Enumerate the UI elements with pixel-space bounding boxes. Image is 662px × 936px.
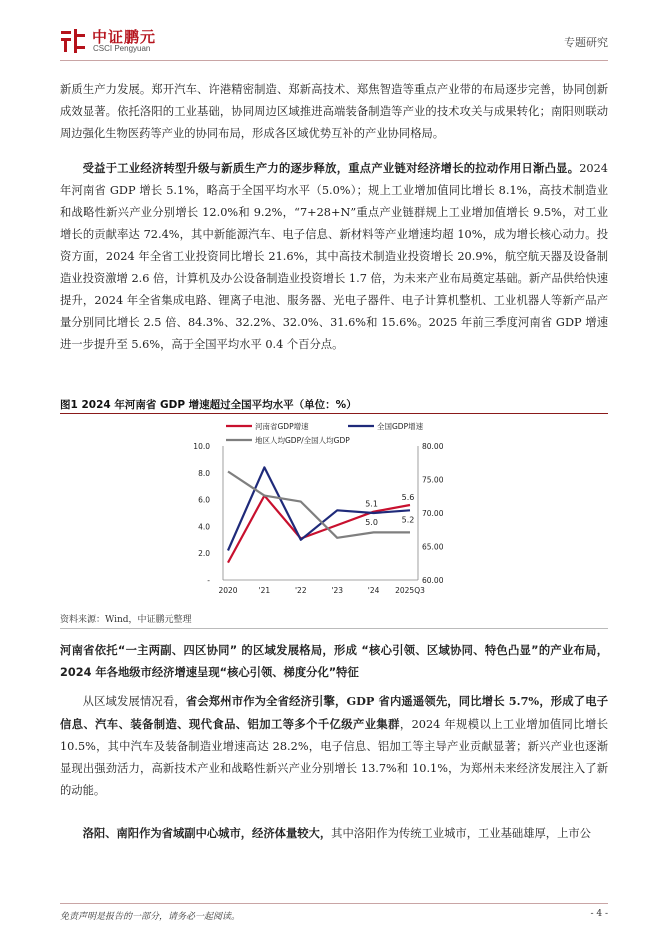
chart-legend bbox=[226, 421, 424, 445]
series-line-2 bbox=[228, 472, 410, 538]
x-tick-label: '22 bbox=[294, 586, 307, 595]
right-tick-label: 60.00 bbox=[422, 576, 444, 585]
left-tick-label: 2.0 bbox=[198, 549, 210, 559]
paragraph-1-text: 新质生产力发展。郑开汽车、许港精密制造、郑新高技术、郑焦智造等重点产业带的布局逐步完善，协同创新成效显著。依托洛阳的工业基础，协同周边区域推进高端装备制造等产业的技术攻关与成果转化；南阳则联动周边强化生物医药等产业的协同布局，形成各区域优势互补的产业协同格局。 bbox=[60, 83, 608, 140]
footer-disclaimer: 免责声明是报告的一部分，请务必一起阅读。 bbox=[60, 912, 241, 922]
gdp-growth-chart bbox=[160, 418, 480, 604]
right-tick-label: 70.00 bbox=[422, 509, 444, 518]
x-tick-label: '24 bbox=[367, 586, 380, 595]
figure-bottom-rule bbox=[60, 628, 608, 629]
right-tick-label: 75.00 bbox=[422, 475, 444, 485]
paragraph-1 bbox=[60, 79, 608, 145]
company-logo-icon bbox=[60, 28, 86, 54]
chart-svg bbox=[160, 418, 480, 604]
paragraph-2-text: 2024年河南省 GDP 增长 5.1%，略高于全国平均水平（5.0%）；规上工业增加值同比增长 8.1%，高技术制造业和战略性新兴产业分别增长 12.0%和 9.2%，“7+28+N”重点产业链群规上工业增加值增长 9.5%，对工业增长的贡献率达 72.4%，其中新能源汽车、电子信息、新材料等产业增速均超 10%，成为增长核心动力。投资方面，2024 年全省工业投资同比增长 21.6%，其中高技术制造业投资增长 20.9%，航空航天器及设备制造业投资激增 2.6 倍，计算机及办公设备制造业投资增长 1.7 倍，为未来产业布局奠定基础。新产品供给快速提升，2024 年全省集成电路、锂离子电池、服务器、光电子器件、电子计算机整机、工业机器人等新产品产量分别同比增长 2.5 倍、84.3%、32.2%、32.0%、31.6%和 15.6%。2025 年前三季度河南省 GDP 增速进一步提升至 5.6%，高于全国平均水平 0.4 个百分点。 bbox=[60, 162, 608, 351]
data-label: 5.0 bbox=[365, 518, 378, 527]
page-header bbox=[60, 24, 608, 60]
paragraph-3-text: ，2024 年规模以上工业增加值同比增长 10.5%，其中汽车及装备制造业增速高达 28.2%，电子信息、铝加工等主导产业贡献显著；新兴产业也逐渐显现出强劲活力，高新技术产业和战略性新兴产业分别增长 13.7%和 10.1%，为郑州未来经济发展注入了新的动能。 bbox=[60, 718, 608, 797]
x-tick-label: 2025Q3 bbox=[395, 586, 425, 595]
legend-label-ratio: 地区人均GDP/全国人均GDP bbox=[255, 436, 350, 445]
data-label: 5.2 bbox=[401, 515, 415, 525]
series-line-0 bbox=[228, 496, 410, 563]
legend-label-national: 全国GDP增速 bbox=[377, 422, 424, 431]
figure-top-rule bbox=[60, 413, 608, 414]
header-divider bbox=[60, 60, 608, 61]
x-tick-label: 2020 bbox=[218, 586, 238, 595]
x-tick-label: '21 bbox=[258, 586, 271, 595]
paragraph-2-lead: 受益于工业经济转型升级与新质生产力的逐步释放，重点产业链对经济增长的拉动作用日渐凸显。 bbox=[82, 161, 580, 175]
logo-text-en: CSCI Pengyuan bbox=[93, 44, 151, 53]
section-heading: 河南省依托“一主两副、四区协同” 的区域发展格局，形成 “核心引领、区域协同、特色凸显”的产业布局，2024 年各地级市经济增速呈现“核心引领、梯度分化”特征 bbox=[60, 644, 608, 679]
paragraph-2 bbox=[60, 157, 608, 356]
right-tick-label: 80.00 bbox=[422, 442, 444, 451]
section-label: 专题研究 bbox=[564, 36, 608, 49]
footer-divider bbox=[60, 903, 608, 904]
page-number: - 4 - bbox=[590, 909, 608, 919]
paragraph-3-bold: 省会郑州市作为全省经济引擎，GDP 省内遥遥领先，同比增长 5.7%，形成了电子信息、汽车、装备制造、现代食品、铝加工等多个千亿级产业集群 bbox=[60, 694, 608, 731]
data-label: 5.6 bbox=[401, 492, 415, 502]
paragraph-4-text: 其中洛阳作为传统工业城市，工业基础雄厚，上市公 bbox=[331, 827, 591, 840]
x-tick-label: '23 bbox=[331, 586, 344, 595]
data-label: 5.1 bbox=[365, 499, 378, 509]
right-tick-label: 65.00 bbox=[422, 542, 444, 552]
paragraph-3 bbox=[60, 690, 608, 802]
legend-label-henan: 河南省GDP增速 bbox=[255, 422, 309, 431]
paragraph-3-intro: 从区域发展情况看， bbox=[82, 695, 186, 708]
left-tick-label: - bbox=[207, 576, 210, 585]
left-tick-label: 4.0 bbox=[198, 522, 210, 532]
left-tick-label: 8.0 bbox=[198, 468, 210, 478]
paragraph-4 bbox=[60, 822, 608, 845]
figure-title: 图1 2024 年河南省 GDP 增速超过全国平均水平（单位：%） bbox=[60, 399, 357, 411]
left-tick-label: 10.0 bbox=[193, 442, 210, 451]
figure-source: 资料来源：Wind，中证鹏元整理 bbox=[60, 615, 192, 625]
logo-text-cn: 中证鹏元 bbox=[92, 28, 157, 46]
left-tick-label: 6.0 bbox=[198, 495, 210, 505]
paragraph-4-lead: 洛阳、南阳作为省域副中心城市，经济体量较大， bbox=[82, 826, 332, 840]
